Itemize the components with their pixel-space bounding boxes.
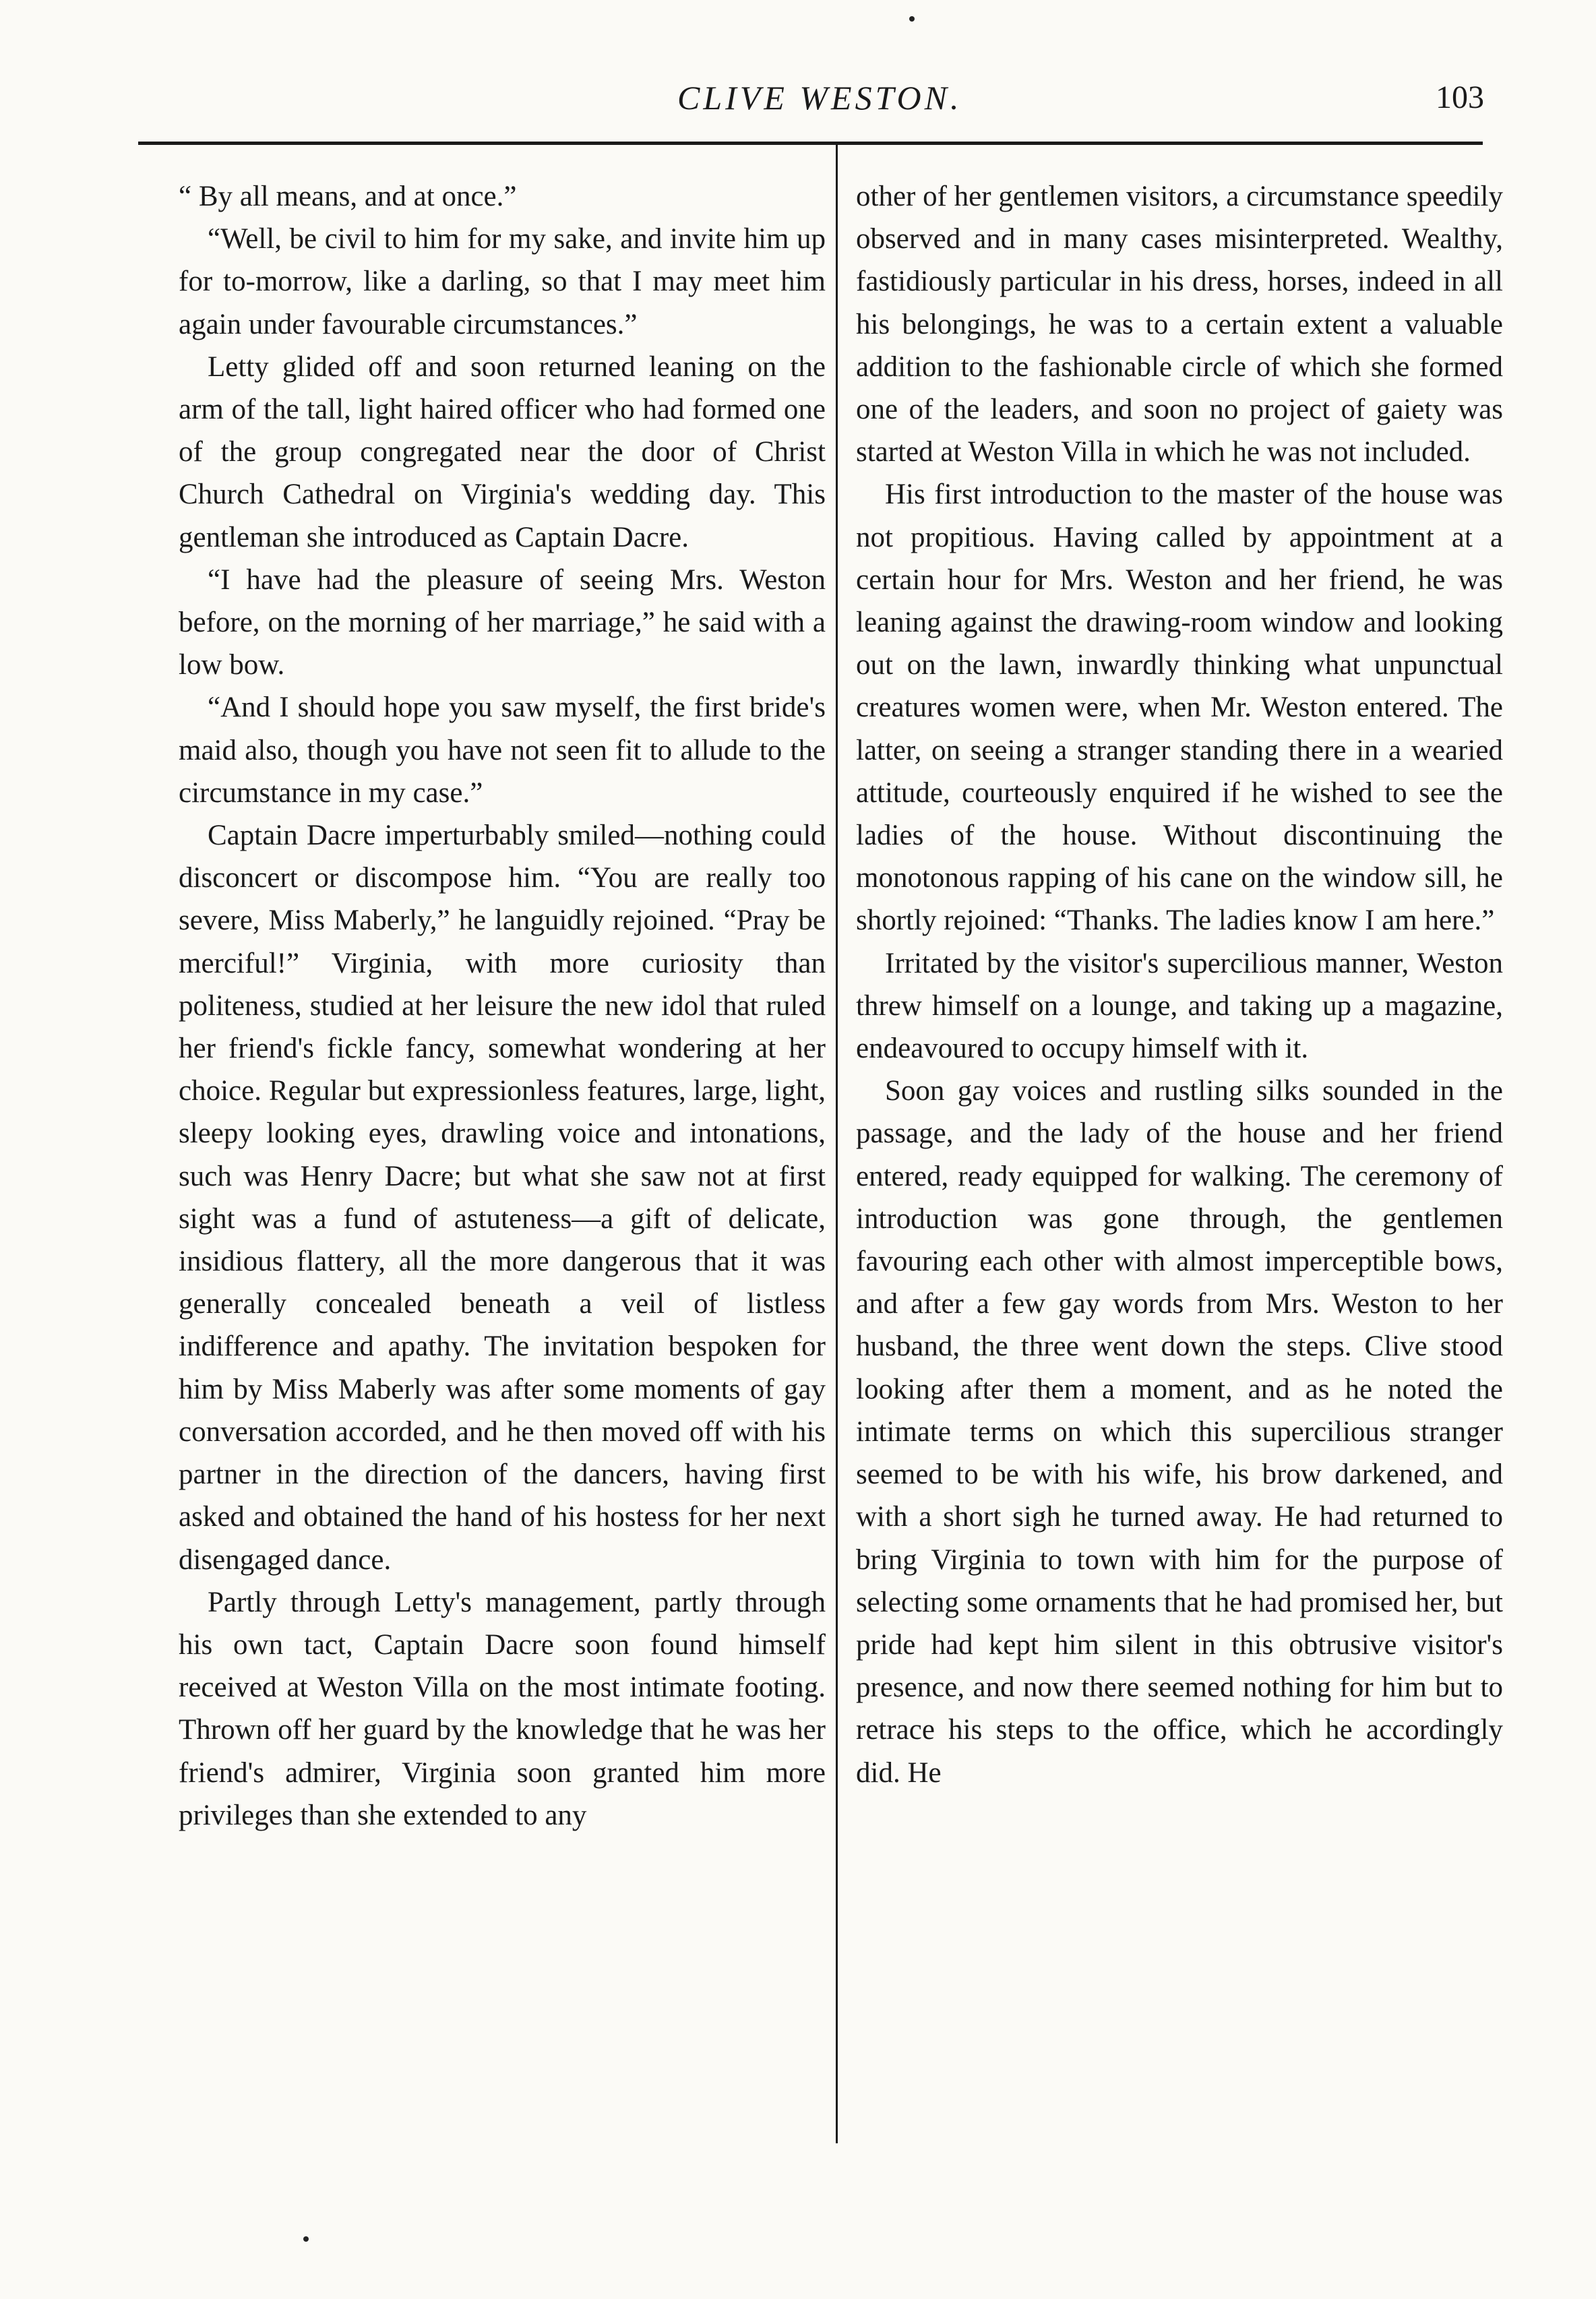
- paragraph: Captain Dacre imperturbably smiled—nothing could disconcert or discompose him. “You are really too severe, Miss Maberly,” he languidly rejoined. “Pray be merciful!” Virginia, with more curiosity than politeness, studied at her leisure the new idol that ruled her friend's fickle fancy, somewhat wondering at her choice. Regular but expressionless features, large, light, sleepy looking eyes, drawling voice and intonations, such was Henry Dacre; but what she saw not at first sight was a fund of astuteness—a gift of delicate, insidious flattery, all the more dangerous that it was generally concealed beneath a veil of listless indifference and apathy. The invitation bespoken for him by Miss Maberly was after some moments of gay conversation accorded, and he then moved off with his partner in the direction of the dancers, having first asked and obtained the hand of his hostess for her next disengaged dance.: [179, 820, 826, 1576]
- page-number: 103: [1436, 80, 1484, 115]
- header-rule: [138, 142, 1483, 145]
- running-title: CLIVE WESTON.: [677, 79, 962, 117]
- column-divider: [836, 142, 838, 2143]
- running-head: [0, 67, 1596, 128]
- print-mark-dot: [303, 2236, 309, 2242]
- right-column: [856, 175, 1503, 1794]
- paragraph: “And I should hope you saw myself, the first bride's maid also, though you have not seen fit to allude to the circumstance in my case.”: [179, 692, 826, 809]
- paragraph: “ By all means, and at once.”: [179, 181, 517, 212]
- paragraph: Letty glided off and soon returned leaning on the arm of the tall, light haired officer who had formed one of the group congregated near the door of Christ Church Cathedral on Virginia's wedding day. This gentleman she introduced as Captain Dacre.: [179, 350, 826, 553]
- paragraph: His first introduction to the master of the house was not propitious. Having called by appointment at a certain hour for Mrs. Weston and her friend, he was leaning against the drawing-room window and looking out on the lawn, inwardly thinking what unpunctual creatures women were, when Mr. Weston entered. The latter, on seeing a stranger standing there in a wearied attitude, courteously enquired if he wished to see the ladies of the house. Without discontinuing the monotonous rapping of his cane on the window sill, he shortly rejoined: “Thanks. The ladies know I am here.”: [856, 479, 1503, 937]
- paragraph: Partly through Letty's management, partly through his own tact, Captain Dacre soon found himself received at Weston Villa on the most intimate footing. Thrown off her guard by the knowledge that he was her friend's admirer, Virginia soon granted him more privileges than she extended to any: [179, 1586, 826, 1831]
- paragraph: “I have had the pleasure of seeing Mrs. Weston before, on the morning of her marriage,” he said with a low bow.: [179, 563, 826, 681]
- left-column: [179, 175, 826, 1837]
- paragraph: Irritated by the visitor's supercilious manner, Weston threw himself on a lounge, and taking up a magazine, endeavoured to occupy himself with it.: [856, 947, 1503, 1065]
- print-mark-dot: [909, 16, 915, 22]
- paragraph: Soon gay voices and rustling silks sounded in the passage, and the lady of the house and her friend entered, ready equipped for walking. The ceremony of introduction was gone through, the gentlemen favouring each other with almost imperceptible bows, and after a few gay words from Mrs. Weston to her husband, the three went down the steps. Clive stood looking after them a moment, and as he noted the intimate terms on which this supercilious stranger seemed to be with his wife, his brow darkened, and with a short sigh he turned away. He had returned to bring Virginia to town with him for the purpose of selecting some ornaments that he had promised her, but pride had kept him silent in this obtrusive visitor's presence, and now there seemed nothing for him but to retrace his steps to the office, which he accordingly did. He: [856, 1075, 1503, 1789]
- paragraph-continued: other of her gentlemen visitors, a circumstance speedily observed and in many cases misinterpreted. Wealthy, fastidiously particular in his dress, horses, indeed in all his belongings, he was to a certain extent a valuable addition to the fashionable circle of which she formed one of the leaders, and soon no project of gaiety was started at Weston Villa in which he was not included.: [856, 181, 1504, 468]
- paragraph: “Well, be civil to him for my sake, and invite him up for to-morrow, like a darling, so that I may meet him again under favourable circumstances.”: [179, 223, 826, 340]
